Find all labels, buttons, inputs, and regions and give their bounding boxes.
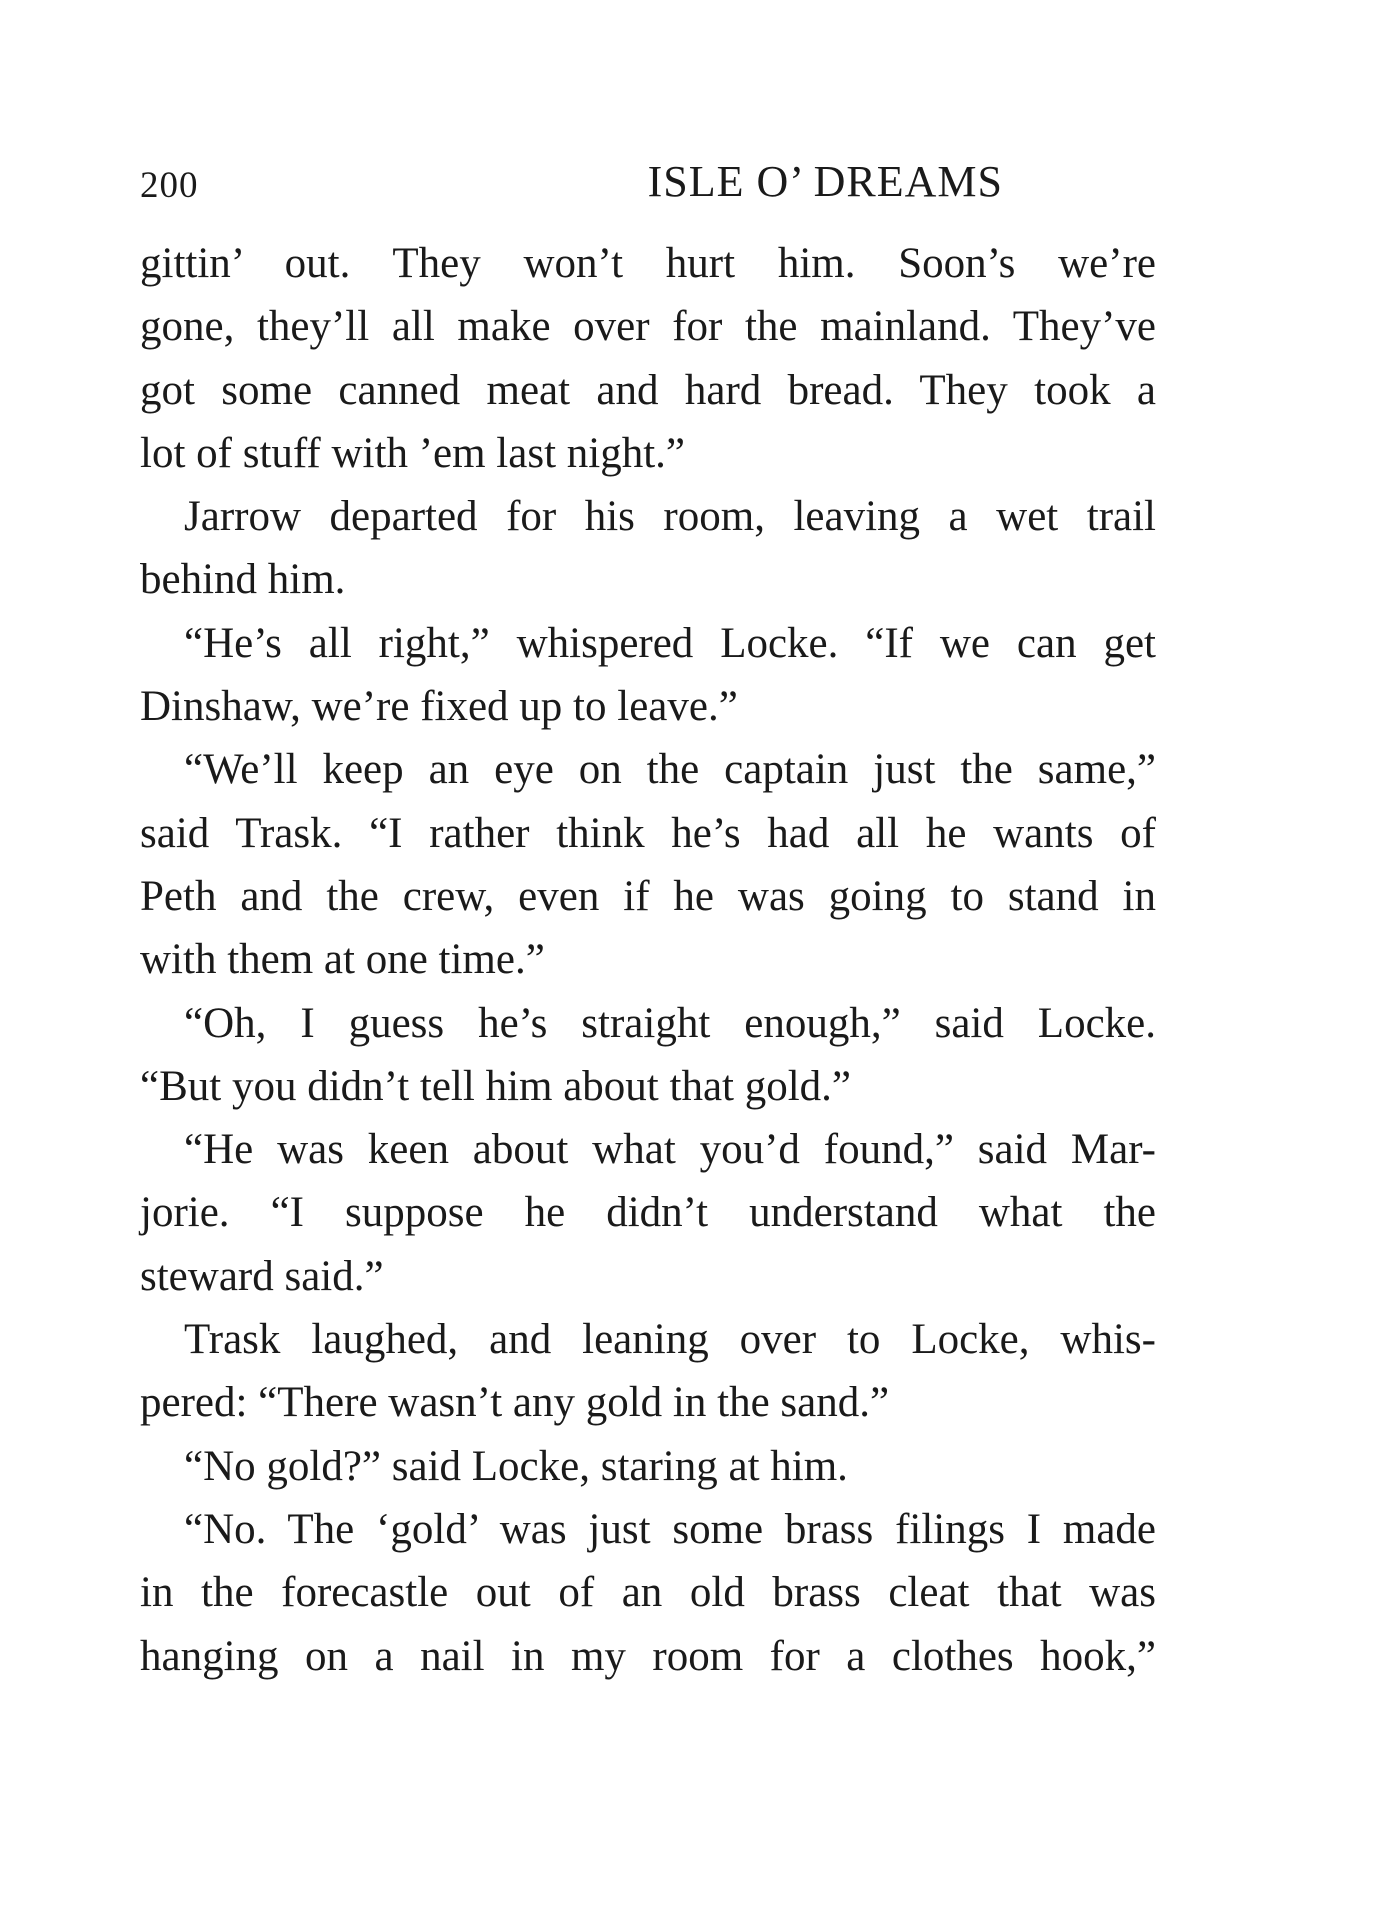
- text-line: lot of stuff with ’em last night.”: [140, 429, 685, 477]
- text-line: “No. The ‘gold’ was just some brass filings I made: [184, 1505, 1156, 1553]
- text-line: with them at one time.”: [140, 936, 545, 984]
- page-number: 200: [140, 165, 199, 206]
- text-line: Trask laughed, and leaning over to Locke, whis-: [184, 1316, 1156, 1364]
- text-line: pered: “There wasn’t any gold in the sand.”: [140, 1379, 890, 1427]
- text-line: gittin’ out. They won’t hurt him. Soon’s we’re: [140, 240, 1156, 287]
- text-line: said Trask. “I rather think he’s had all he wants of: [140, 809, 1156, 857]
- text-line: “We’ll keep an eye on the captain just the same,”: [184, 746, 1156, 794]
- text-line: “He was keen about what you’d found,” said Mar-: [184, 1126, 1156, 1174]
- text-line: hanging on a nail in my room for a clothes hook,”: [140, 1632, 1156, 1680]
- text-line: Dinshaw, we’re fixed up to leave.”: [140, 683, 738, 731]
- text-line: behind him.: [140, 556, 346, 604]
- text-line: gone, they’ll all make over for the mainland. They’ve: [140, 303, 1156, 351]
- text-line: got some canned meat and hard bread. They took a: [140, 366, 1156, 414]
- text-line: in the forecastle out of an old brass cleat that was: [140, 1569, 1156, 1617]
- text-line: jorie. “I suppose he didn’t understand what the: [140, 1189, 1156, 1237]
- text-line: “He’s all right,” whispered Locke. “If we can get: [184, 619, 1156, 667]
- running-title: ISLE O’ DREAMS: [647, 157, 1003, 206]
- text-line: Peth and the crew, even if he was going to stand in: [140, 872, 1156, 920]
- text-line: “No gold?” said Locke, staring at him.: [184, 1442, 848, 1490]
- running-head: [140, 156, 1156, 208]
- body-text: [140, 232, 1156, 1688]
- text-line: steward said.”: [140, 1252, 384, 1300]
- text-line: “Oh, I guess he’s straight enough,” said Locke.: [184, 999, 1156, 1047]
- text-line: Jarrow departed for his room, leaving a wet trail: [184, 493, 1156, 541]
- text-line: “But you didn’t tell him about that gold.”: [140, 1062, 852, 1110]
